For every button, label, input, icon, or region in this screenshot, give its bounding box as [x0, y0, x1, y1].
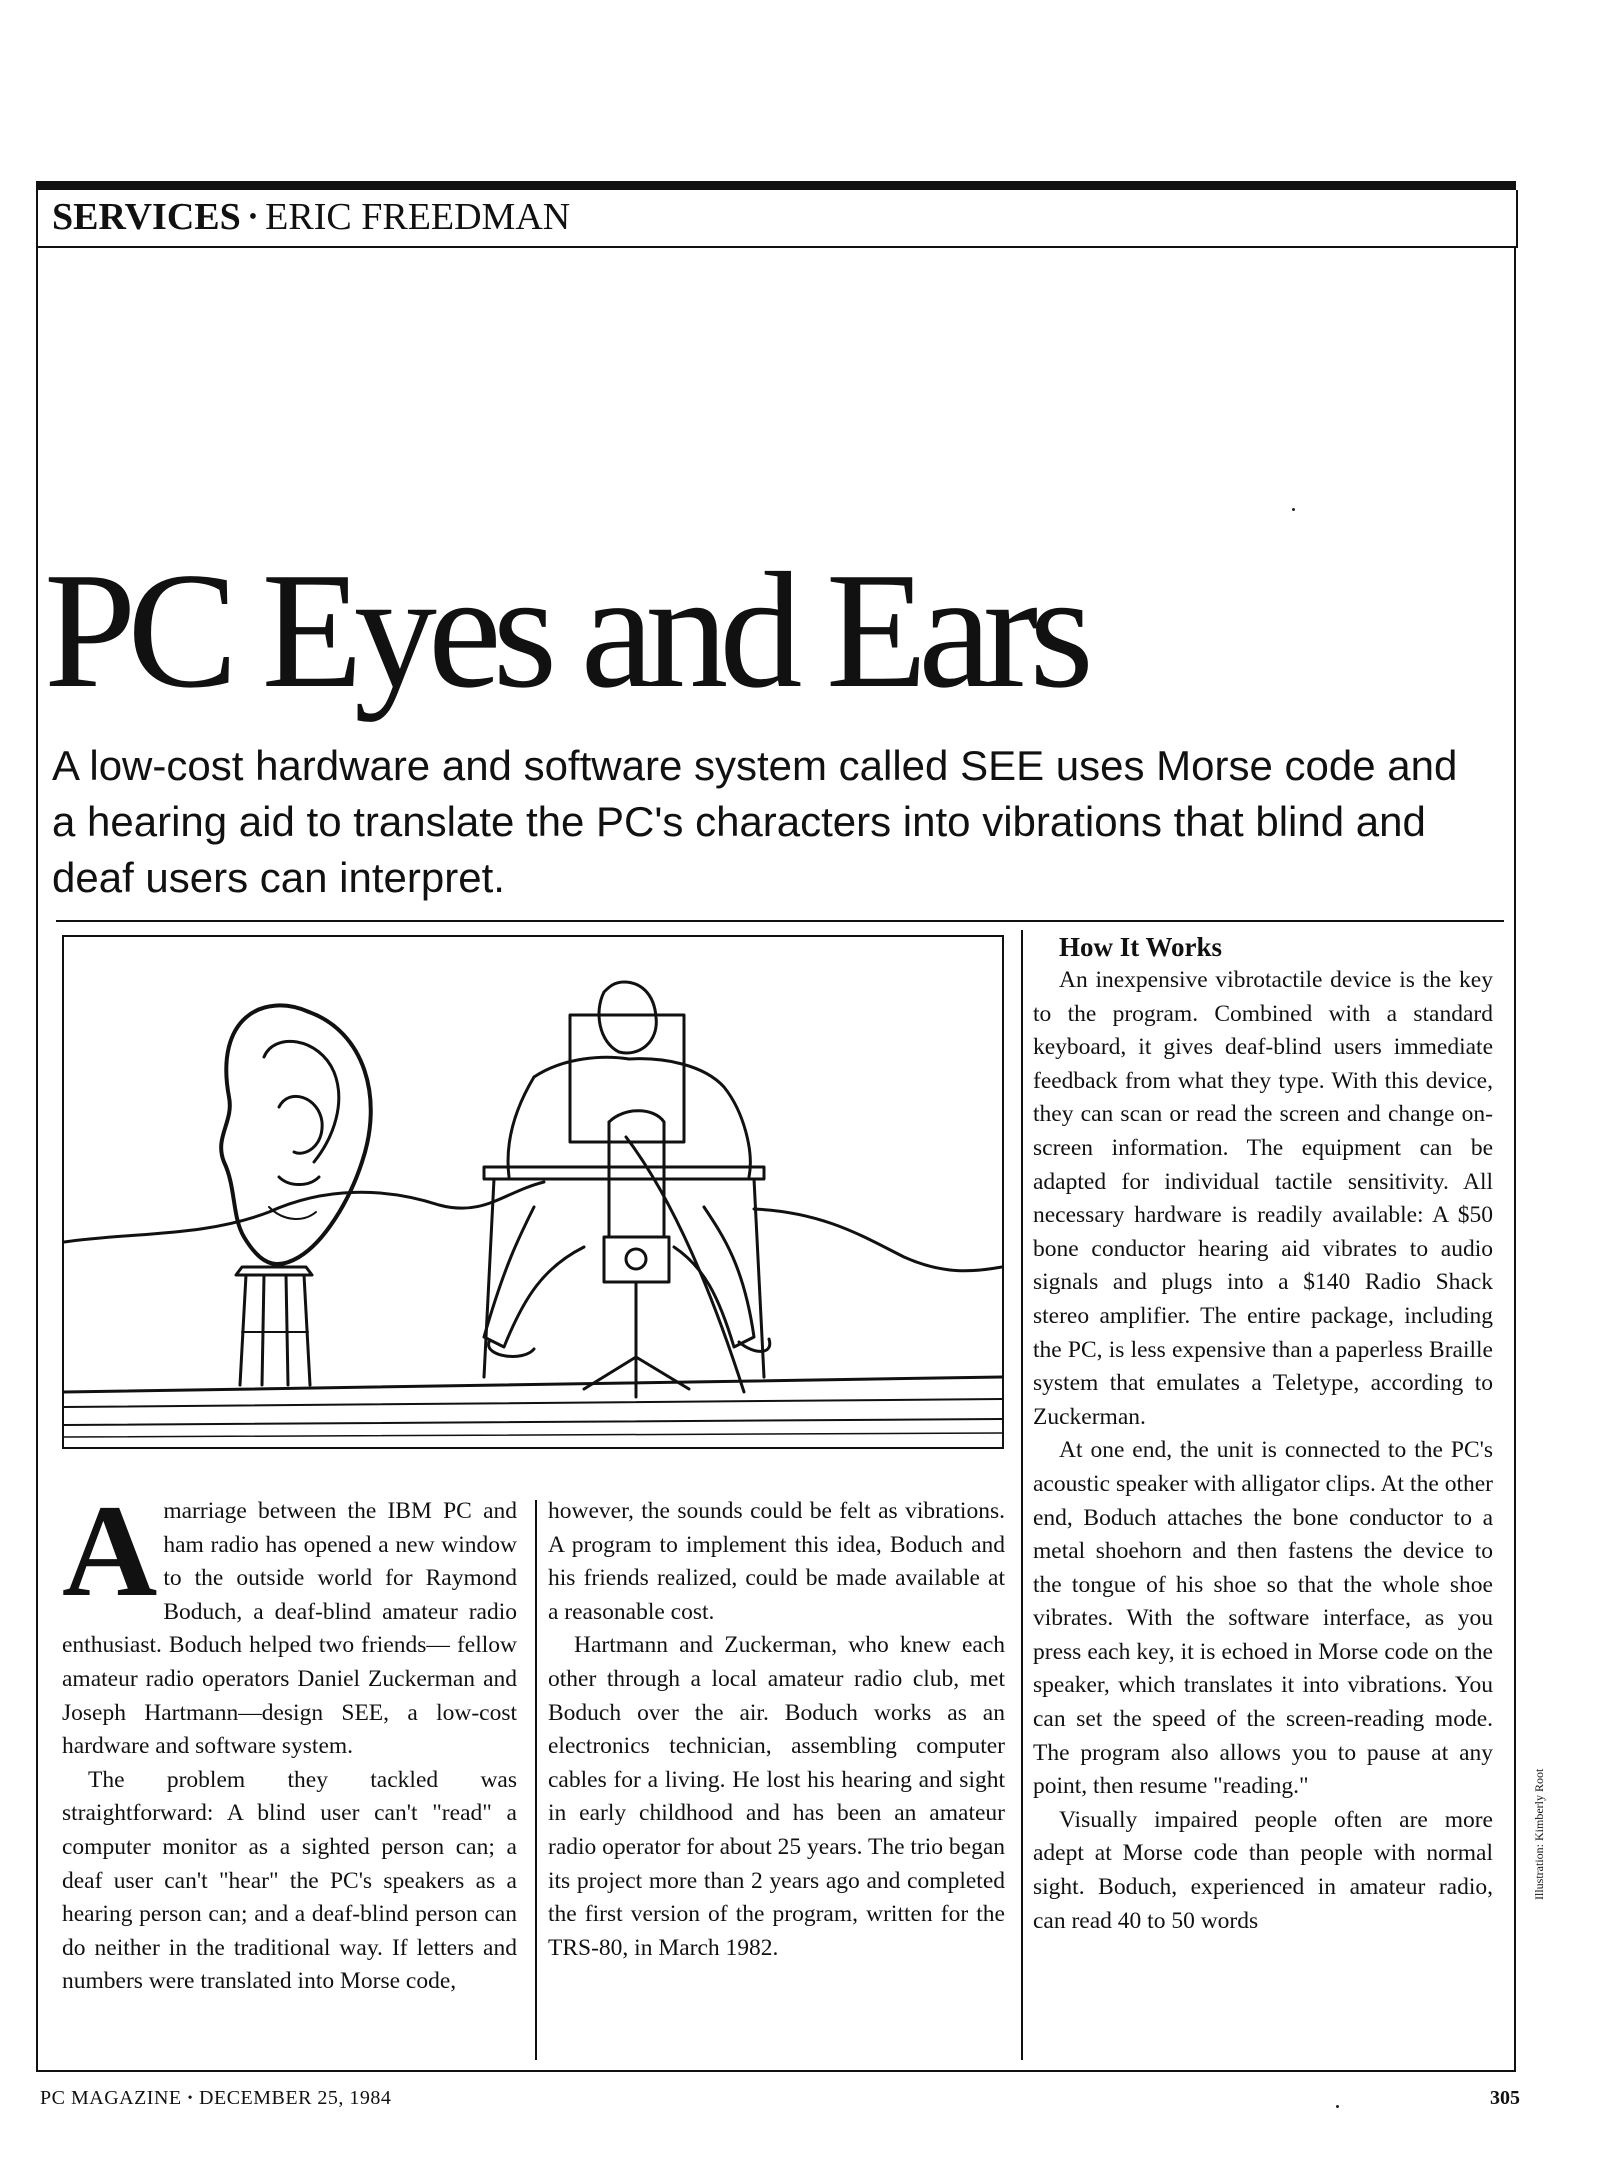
page-number: 305	[1490, 2087, 1520, 2109]
subhead: How It Works	[1059, 932, 1223, 962]
paragraph	[62, 1477, 517, 1764]
deck-rule	[56, 920, 1504, 922]
paragraph: An inexpensive vibrotactile device is the key to the program. Combined with a standard keyboard, it gives deaf-blind users immediate feedback from what they type. With this device, they can scan or read the screen and change on-screen information. The equipment can be adapted for individual tactile sensitivity. All necessary hardware is readily available: A $50 bone conductor hearing aid vibrates to audio signals and plugs into a $140 Radio Shack stereo amplifier. The entire package, including the PC, is less expensive than a paperless Braille system that emulates a Teletype, according to Zuckerman.	[1033, 967, 1493, 1430]
column-2	[548, 1495, 1005, 1965]
illustration-credit: Illustration: Kimberly Root	[1532, 1768, 1546, 1900]
paragraph: At one end, the unit is connected to the PC's acoustic speaker with alligator clips. At the other end, Boduch attaches the bone conductor to a metal shoehorn and then fastens the device to the tongue of his shoe so that the whole shoe vibrates. With the software interface, as you press each key, it is echoed in Morse code on the speaker, which translates it into vibrations. You can set the speed of the screen-reading mode. The program also allows you to pause at any point, then resume "reading."	[1033, 1437, 1493, 1800]
paragraph: The problem they tackled was straightforward: A blind user can't "read" a computer monitor as a sighted person can; a deaf user can't "hear" the PC's speakers as a hearing person can; and a deaf-blind person can do neither in the traditional way. If letters and numbers were translated into Morse code,	[62, 1766, 517, 1995]
paragraph: Visually impaired people often are more adept at Morse code than people with normal sight. Boduch, experienced in amateur radio, can read 40 to 50 words	[1033, 1806, 1493, 1934]
frame-left-rule	[36, 246, 38, 2072]
page-footer	[40, 2087, 391, 2110]
article-deck: A low-cost hardware and software system called SEE uses Morse code and a hearing aid to translate the PC's characters into vibrations that blind and deaf users can interpret.	[52, 742, 1458, 901]
author-name: ERIC FREEDMAN	[265, 196, 571, 238]
column-rule	[1021, 930, 1023, 2060]
drop-cap: A	[62, 1477, 158, 1624]
paragraph: however, the sounds could be felt as vibrations. A program to implement this idea, Boduch and his friends realized, could be made available at a reasonable cost.	[548, 1498, 1005, 1625]
header-top-rule	[36, 181, 1516, 190]
section-header	[36, 190, 1518, 248]
ear-and-user-illustration	[64, 937, 1002, 1447]
section-name: SERVICES	[52, 196, 241, 238]
footer-separator: •	[187, 2091, 194, 2106]
header-separator: •	[248, 204, 258, 231]
publication-name: PC MAGAZINE	[40, 2087, 182, 2109]
column-1	[62, 1477, 517, 1999]
frame-bottom-rule	[36, 2070, 1516, 2072]
article-title: PC Eyes and Ears	[44, 538, 1085, 722]
column-3	[1033, 930, 1493, 1938]
section-header-text	[52, 197, 570, 240]
column-rule	[535, 1500, 537, 2060]
paragraph-text: marriage between the IBM PC and ham radio has opened a new window to the outside world for Raymond Boduch, a deaf-blind amateur radio enthusiast. Boduch helped two friends— fellow amateur radio operators Daniel Zuckerman and Joseph Hartmann—design SEE, a low-cost hardware and software system.	[62, 1498, 517, 1760]
article-illustration	[62, 935, 1004, 1449]
paragraph: Hartmann and Zuckerman, who knew each other through a local amateur radio club, met Boduch over the air. Boduch works as an electronics technician, assembling computer cables for a living. He lost his hearing and sight in early childhood and has been an amateur radio operator for about 25 years. The trio began its project more than 2 years ago and completed the first version of the program, written for the TRS-80, in March 1982.	[548, 1632, 1005, 1961]
print-speck	[1292, 508, 1295, 511]
print-speck	[1336, 2105, 1339, 2108]
frame-right-rule	[1514, 246, 1516, 2072]
issue-date: DECEMBER 25, 1984	[199, 2087, 392, 2109]
